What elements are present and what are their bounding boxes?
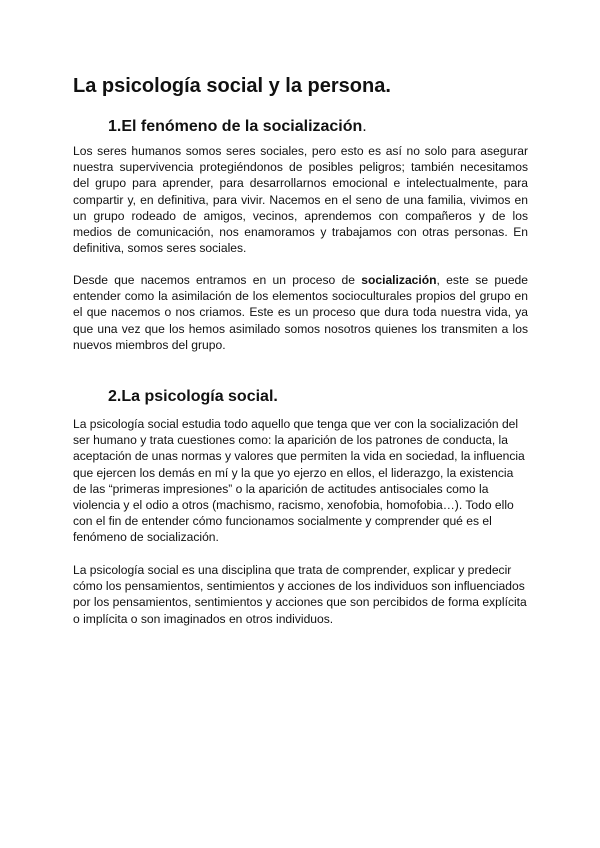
socializacion-paragraph-1: Los seres humanos somos seres sociales, pero esto es así no solo para asegurar nuestra supervivencia protegiéndonos de posibles peligros; también necesitamos del grupo para aprender, para desarrollarnos emocional e intelectualmente, para compartir y, en definitiva, para vivir. Nacemos en el seno de una familia, vivimos en un grupo rodeado de amigos, vecinos, aprendemos con compañeros y de los medios de comunicación, nos enamoramos y trabajamos con otras personas. En definitiva, somos seres sociales.	[73, 144, 528, 256]
section-heading-socializacion-period: .	[362, 118, 367, 135]
psicologia-social-paragraph-1: La psicología social estudia todo aquello que tenga que ver con la socialización del ser humano y trata cuestiones como: la aparición de los patrones de conducta, la aceptación de unas normas y valores que permiten la vida en sociedad, la influencia que ejercen los demás en mí y la que yo ejerzo en ellos, el liderazgo, la existencia de las “primeras impresiones” o la aparición de actitudes antisociales como la violencia y el odio a otros (machismo, racismo, xenofobia, homofobia…). Todo ello con el fin de entender cómo funcionamos socialmente y comprender qué es el fenómeno de socialización.	[73, 417, 525, 545]
socializacion-emphasis: socialización	[361, 273, 437, 287]
section-heading-socializacion	[108, 116, 367, 138]
document-title: La psicología social y la persona.	[73, 75, 391, 97]
socializacion-paragraph-2-after: , este se puede entender como la asimilación de los elementos socioculturales propios del grupo en el que nacemos o nos criamos. Este es un proceso que dura toda nuestra vida, ya que una vez que los hemos asimilado somos nosotros quienes los transmiten a los nuevos miembros del grupo.	[73, 273, 528, 352]
section-heading-psicologia-social-text: 2.La psicología social.	[108, 388, 278, 405]
psicologia-social-paragraph-2: La psicología social es una disciplina que trata de comprender, explicar y predecir cómo los pensamientos, sentimientos y acciones de los individuos son influenciados por los pensamientos, sentimientos y acciones que son percibidos de forma explícita o implícita o son imaginados en otros individuos.	[73, 563, 527, 626]
section-heading-socializacion-text: 1.El fenómeno de la socialización	[108, 118, 363, 135]
socializacion-paragraph-2	[73, 272, 528, 353]
socializacion-paragraph-2-before: Desde que nacemos entramos en un proceso de	[73, 273, 362, 287]
section-heading-psicologia-social	[108, 386, 278, 408]
